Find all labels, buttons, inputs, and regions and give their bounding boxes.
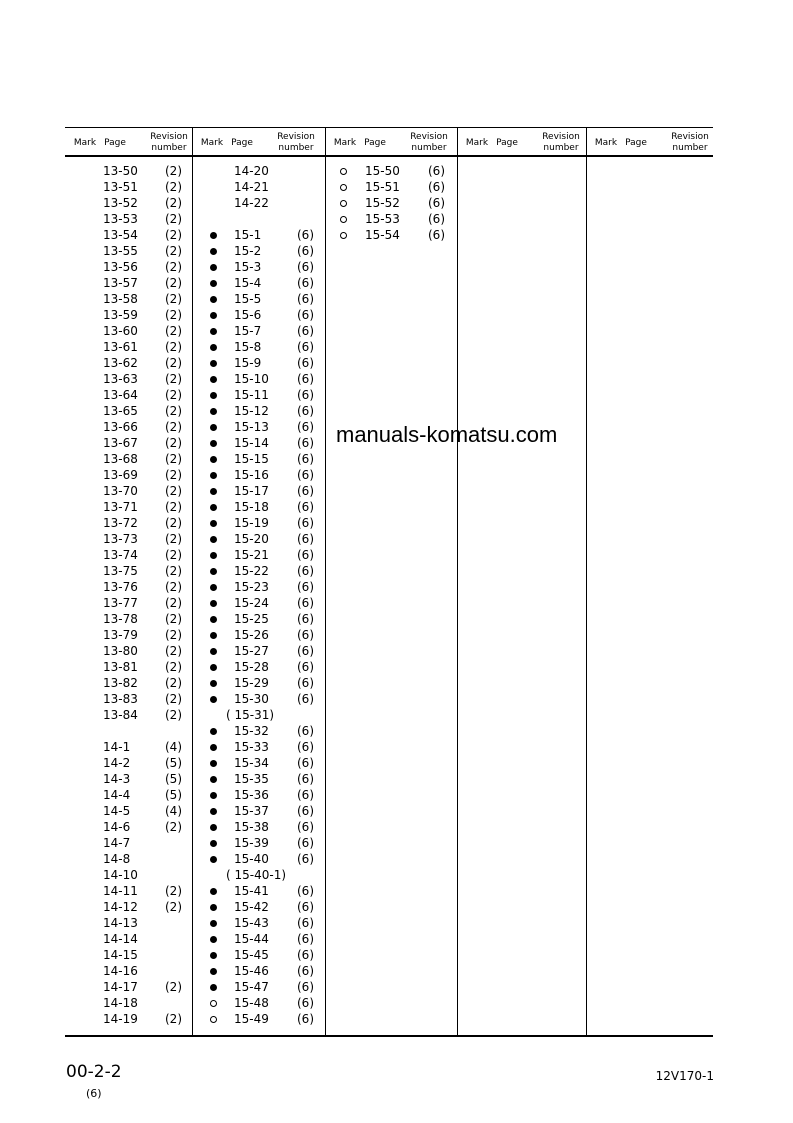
page-ref: 15-27	[234, 644, 269, 658]
page-ref: 13-82	[103, 676, 138, 690]
revision-number: (2)	[165, 388, 182, 402]
revision-number: (6)	[297, 692, 314, 706]
page-ref: 14-11	[103, 884, 138, 898]
revision-number: (6)	[297, 532, 314, 546]
page-ref: 13-72	[103, 516, 138, 530]
open-mark-icon	[340, 216, 347, 223]
header-revision-1: Revision	[542, 132, 580, 142]
page-ref: 13-83	[103, 692, 138, 706]
page-ref: 15-18	[234, 500, 269, 514]
filled-mark-icon	[210, 472, 217, 479]
revision-number: (6)	[297, 452, 314, 466]
filled-mark-icon	[210, 280, 217, 287]
watermark: manuals-komatsu.com	[336, 422, 558, 447]
page-ref: 15-1	[234, 228, 262, 242]
revision-number: (4)	[165, 804, 182, 818]
page-ref: 15-24	[234, 596, 269, 610]
page-ref: 15-3	[234, 260, 262, 274]
revision-number: (6)	[297, 980, 314, 994]
revision-number: (6)	[297, 1012, 314, 1026]
page-ref: 15-53	[365, 212, 400, 226]
revision-number: (2)	[165, 436, 182, 450]
page-ref: 15-12	[234, 404, 269, 418]
filled-mark-icon	[210, 456, 217, 463]
page-ref: 14-13	[103, 916, 138, 930]
page-ref: 14-10	[103, 868, 138, 882]
revision-number: (6)	[297, 228, 314, 242]
revision-number: (4)	[165, 740, 182, 754]
revision-number: (6)	[297, 964, 314, 978]
revision-number: (6)	[297, 276, 314, 290]
filled-mark-icon	[210, 808, 217, 815]
page-ref: 15-30	[234, 692, 269, 706]
open-mark-icon	[340, 200, 347, 207]
filled-mark-icon	[210, 856, 217, 863]
page-ref: 15-29	[234, 676, 269, 690]
page-ref: 13-51	[103, 180, 138, 194]
page-ref: 15-28	[234, 660, 269, 674]
revision-number: (2)	[165, 196, 182, 210]
revision-number: (6)	[297, 852, 314, 866]
revision-number: (6)	[297, 500, 314, 514]
revision-number: (2)	[165, 692, 182, 706]
header-revision-2: number	[672, 143, 708, 153]
filled-mark-icon	[210, 920, 217, 927]
filled-mark-icon	[210, 840, 217, 847]
page-ref: 13-64	[103, 388, 138, 402]
page-ref: 15-43	[234, 916, 269, 930]
filled-mark-icon	[210, 824, 217, 831]
revision-number: (6)	[297, 548, 314, 562]
page-ref: 13-81	[103, 660, 138, 674]
column-divider	[325, 127, 326, 1036]
header-revision-2: number	[151, 143, 187, 153]
page-ref: 15-2	[234, 244, 262, 258]
header-revision-1: Revision	[150, 132, 188, 142]
revision-number: (2)	[165, 404, 182, 418]
page-ref: 15-16	[234, 468, 269, 482]
open-mark-icon	[210, 1016, 217, 1023]
revision-number: (2)	[165, 292, 182, 306]
revision-number: (6)	[297, 644, 314, 658]
header-top-rule	[65, 127, 713, 128]
revision-number: (6)	[297, 932, 314, 946]
revision-number: (6)	[297, 900, 314, 914]
revision-number: (2)	[165, 276, 182, 290]
page-ref: 15-32	[234, 724, 269, 738]
revision-number: (6)	[297, 596, 314, 610]
filled-mark-icon	[210, 312, 217, 319]
page-ref: 14-20	[234, 164, 269, 178]
filled-mark-icon	[210, 248, 217, 255]
page-ref: 13-56	[103, 260, 138, 274]
filled-mark-icon	[210, 984, 217, 991]
open-mark-icon	[340, 184, 347, 191]
revision-number: (6)	[297, 804, 314, 818]
page-ref: 13-76	[103, 580, 138, 594]
table-bottom-rule	[65, 1035, 713, 1037]
page-ref: 15-52	[365, 196, 400, 210]
revision-number: (6)	[297, 468, 314, 482]
page-ref: 13-63	[103, 372, 138, 386]
revision-number: (6)	[297, 660, 314, 674]
revision-number: (2)	[165, 468, 182, 482]
open-mark-icon	[340, 232, 347, 239]
page-ref: 15-41	[234, 884, 269, 898]
filled-mark-icon	[210, 504, 217, 511]
page-ref: 15-19	[234, 516, 269, 530]
page-ref: 15-45	[234, 948, 269, 962]
revision-number: (2)	[165, 980, 182, 994]
filled-mark-icon	[210, 664, 217, 671]
revision-number: (2)	[165, 324, 182, 338]
page-ref: 15-42	[234, 900, 269, 914]
header-revision-2: number	[278, 143, 314, 153]
page-ref: 15-36	[234, 788, 269, 802]
revision-number: (2)	[165, 644, 182, 658]
revision-number: (6)	[297, 836, 314, 850]
revision-number: (6)	[297, 756, 314, 770]
revision-number: (6)	[297, 724, 314, 738]
revision-number: (6)	[297, 740, 314, 754]
header-bottom-rule	[65, 155, 713, 157]
revision-number: (6)	[297, 612, 314, 626]
revision-number: (6)	[297, 884, 314, 898]
page-ref: 13-53	[103, 212, 138, 226]
page-ref: 15-35	[234, 772, 269, 786]
revision-number: (2)	[165, 564, 182, 578]
revision-number: (6)	[297, 324, 314, 338]
page-ref: 15-14	[234, 436, 269, 450]
filled-mark-icon	[210, 776, 217, 783]
page-ref: 13-58	[103, 292, 138, 306]
page-ref: 15-54	[365, 228, 400, 242]
page-ref: 15-49	[234, 1012, 269, 1026]
filled-mark-icon	[210, 792, 217, 799]
revision-number: (6)	[297, 948, 314, 962]
revision-number: (2)	[165, 708, 182, 722]
page-ref: 13-50	[103, 164, 138, 178]
page-ref: 14-15	[103, 948, 138, 962]
page-number: 00-2-2	[66, 1062, 122, 1082]
filled-mark-icon	[210, 584, 217, 591]
page-ref: 15-5	[234, 292, 262, 306]
page-ref: 15-15	[234, 452, 269, 466]
filled-mark-icon	[210, 568, 217, 575]
page-ref: 14-19	[103, 1012, 138, 1026]
page-ref: 15-23	[234, 580, 269, 594]
page-ref: 13-59	[103, 308, 138, 322]
page-ref: 13-60	[103, 324, 138, 338]
filled-mark-icon	[210, 904, 217, 911]
page-ref: 14-16	[103, 964, 138, 978]
page-ref: 14-18	[103, 996, 138, 1010]
page-ref: 14-7	[103, 836, 131, 850]
revision-number: (2)	[165, 628, 182, 642]
revision-number: (6)	[297, 996, 314, 1010]
page-ref: 13-57	[103, 276, 138, 290]
page-ref: 13-62	[103, 356, 138, 370]
filled-mark-icon	[210, 600, 217, 607]
page-ref: 15-13	[234, 420, 269, 434]
revision-number: (2)	[165, 532, 182, 546]
column-divider	[192, 127, 193, 1036]
revision-number: (6)	[297, 244, 314, 258]
column-divider	[457, 127, 458, 1036]
page-ref: 15-17	[234, 484, 269, 498]
page-ref: 13-70	[103, 484, 138, 498]
filled-mark-icon	[210, 440, 217, 447]
revision-number: (6)	[297, 420, 314, 434]
filled-mark-icon	[210, 376, 217, 383]
page-ref: 14-3	[103, 772, 131, 786]
page-ref: 13-65	[103, 404, 138, 418]
header-mark: Mark	[200, 138, 224, 148]
filled-mark-icon	[210, 360, 217, 367]
page-ref: 13-84	[103, 708, 138, 722]
filled-mark-icon	[210, 648, 217, 655]
column-divider	[586, 127, 587, 1036]
page-ref: 13-52	[103, 196, 138, 210]
page-ref: 14-6	[103, 820, 131, 834]
revision-number: (2)	[165, 660, 182, 674]
filled-mark-icon	[210, 680, 217, 687]
revision-number: (2)	[165, 500, 182, 514]
filled-mark-icon	[210, 392, 217, 399]
page-ref: 15-39	[234, 836, 269, 850]
revision-number: (2)	[165, 596, 182, 610]
header-mark: Mark	[465, 138, 489, 148]
filled-mark-icon	[210, 296, 217, 303]
revision-number: (6)	[297, 308, 314, 322]
revision-number: (6)	[297, 788, 314, 802]
page-ref: 14-17	[103, 980, 138, 994]
page-ref: 14-14	[103, 932, 138, 946]
revision-number: (2)	[165, 820, 182, 834]
filled-mark-icon	[210, 552, 217, 559]
page-ref: 15-34	[234, 756, 269, 770]
revision-number: (6)	[297, 484, 314, 498]
page-ref: 13-67	[103, 436, 138, 450]
page-ref: 13-69	[103, 468, 138, 482]
filled-mark-icon	[210, 952, 217, 959]
page-ref: 15-10	[234, 372, 269, 386]
revision-number: (5)	[165, 756, 182, 770]
header-mark: Mark	[594, 138, 618, 148]
page-ref: 15-22	[234, 564, 269, 578]
page-ref: 14-5	[103, 804, 131, 818]
filled-mark-icon	[210, 968, 217, 975]
revision-number: (6)	[428, 228, 445, 242]
page-ref: 13-74	[103, 548, 138, 562]
page-ref: ( 15-31)	[226, 708, 275, 722]
revision-number: (2)	[165, 548, 182, 562]
revision-number: (2)	[165, 420, 182, 434]
page-ref: 15-47	[234, 980, 269, 994]
header-page: Page	[231, 138, 253, 148]
header-page: Page	[625, 138, 647, 148]
open-mark-icon	[340, 168, 347, 175]
revision-number: (6)	[428, 164, 445, 178]
page-ref: 15-11	[234, 388, 269, 402]
revision-number: (6)	[297, 772, 314, 786]
page-ref: 14-21	[234, 180, 269, 194]
page-ref: 14-2	[103, 756, 131, 770]
revision-number: (2)	[165, 228, 182, 242]
header-revision-2: number	[411, 143, 447, 153]
page-ref: 13-55	[103, 244, 138, 258]
revision-number: (6)	[297, 564, 314, 578]
revision-number: (6)	[297, 372, 314, 386]
revision-number: (2)	[165, 212, 182, 226]
revision-number: (2)	[165, 308, 182, 322]
page-ref: 15-8	[234, 340, 262, 354]
header-revision-1: Revision	[671, 132, 709, 142]
revision-number: (2)	[165, 580, 182, 594]
revision-number: (2)	[165, 180, 182, 194]
page-ref: 15-9	[234, 356, 262, 370]
header-revision-1: Revision	[410, 132, 448, 142]
revision-number: (6)	[428, 196, 445, 210]
filled-mark-icon	[210, 264, 217, 271]
revision-number: (6)	[297, 628, 314, 642]
page-ref: 15-48	[234, 996, 269, 1010]
revision-number: (2)	[165, 164, 182, 178]
revision-number: (2)	[165, 484, 182, 498]
page-ref: 13-75	[103, 564, 138, 578]
page-ref: 15-25	[234, 612, 269, 626]
page-ref: 14-12	[103, 900, 138, 914]
page-ref: 15-38	[234, 820, 269, 834]
revision-number: (2)	[165, 244, 182, 258]
revision-number: (2)	[165, 612, 182, 626]
revision-number: (5)	[165, 788, 182, 802]
revision-number: (2)	[165, 884, 182, 898]
revision-number: (6)	[297, 916, 314, 930]
header-revision-2: number	[543, 143, 579, 153]
page-ref: 15-46	[234, 964, 269, 978]
filled-mark-icon	[210, 888, 217, 895]
header-page: Page	[364, 138, 386, 148]
revision-number: (2)	[165, 356, 182, 370]
revision-number: (2)	[165, 452, 182, 466]
filled-mark-icon	[210, 760, 217, 767]
revision-number: (6)	[297, 516, 314, 530]
revision-number: (5)	[165, 772, 182, 786]
revision-number: (2)	[165, 340, 182, 354]
revision-number: (2)	[165, 900, 182, 914]
page-ref: 14-4	[103, 788, 131, 802]
page-ref: 15-6	[234, 308, 262, 322]
filled-mark-icon	[210, 232, 217, 239]
revision-number: (6)	[297, 356, 314, 370]
revision-number: (2)	[165, 516, 182, 530]
header-mark: Mark	[73, 138, 97, 148]
filled-mark-icon	[210, 328, 217, 335]
document-id: 12V170-1	[655, 1069, 714, 1083]
page-ref: 13-71	[103, 500, 138, 514]
filled-mark-icon	[210, 936, 217, 943]
revision-number: (6)	[297, 404, 314, 418]
page-ref: 14-1	[103, 740, 131, 754]
page-ref: 15-51	[365, 180, 400, 194]
page-ref: 15-20	[234, 532, 269, 546]
page-ref: 15-21	[234, 548, 269, 562]
page-ref: 13-79	[103, 628, 138, 642]
header-page: Page	[104, 138, 126, 148]
header-revision-1: Revision	[277, 132, 315, 142]
page-ref: 15-37	[234, 804, 269, 818]
page-ref: 14-8	[103, 852, 131, 866]
filled-mark-icon	[210, 536, 217, 543]
page-ref: 13-68	[103, 452, 138, 466]
revision-number: (2)	[165, 372, 182, 386]
page-ref: 13-73	[103, 532, 138, 546]
filled-mark-icon	[210, 616, 217, 623]
revision-number: (2)	[165, 676, 182, 690]
filled-mark-icon	[210, 488, 217, 495]
revision-number: (2)	[165, 260, 182, 274]
filled-mark-icon	[210, 632, 217, 639]
revision-number: (6)	[297, 580, 314, 594]
revision-number: (6)	[297, 340, 314, 354]
revision-number: (2)	[165, 1012, 182, 1026]
page-revision: (6)	[86, 1087, 102, 1100]
page-ref: 14-22	[234, 196, 269, 210]
filled-mark-icon	[210, 408, 217, 415]
revision-number: (6)	[297, 676, 314, 690]
filled-mark-icon	[210, 424, 217, 431]
page-ref: 13-54	[103, 228, 138, 242]
page-ref: 13-77	[103, 596, 138, 610]
page-ref: 15-40	[234, 852, 269, 866]
page-ref: 15-26	[234, 628, 269, 642]
open-mark-icon	[210, 1000, 217, 1007]
revision-number: (6)	[428, 212, 445, 226]
page-ref: 13-66	[103, 420, 138, 434]
page-ref: ( 15-40-1)	[226, 868, 287, 882]
page-ref: 13-78	[103, 612, 138, 626]
header-page: Page	[496, 138, 518, 148]
page-ref: 15-44	[234, 932, 269, 946]
revision-number: (6)	[297, 436, 314, 450]
filled-mark-icon	[210, 728, 217, 735]
revision-number: (6)	[297, 292, 314, 306]
filled-mark-icon	[210, 344, 217, 351]
page-ref: 15-7	[234, 324, 262, 338]
revision-number: (6)	[297, 388, 314, 402]
revision-number: (6)	[297, 820, 314, 834]
page-ref: 15-4	[234, 276, 262, 290]
page-ref: 13-61	[103, 340, 138, 354]
header-mark: Mark	[333, 138, 357, 148]
filled-mark-icon	[210, 520, 217, 527]
page-ref: 15-33	[234, 740, 269, 754]
page-ref: 13-80	[103, 644, 138, 658]
revision-number: (6)	[428, 180, 445, 194]
filled-mark-icon	[210, 744, 217, 751]
filled-mark-icon	[210, 696, 217, 703]
revision-number: (6)	[297, 260, 314, 274]
page-ref: 15-50	[365, 164, 400, 178]
